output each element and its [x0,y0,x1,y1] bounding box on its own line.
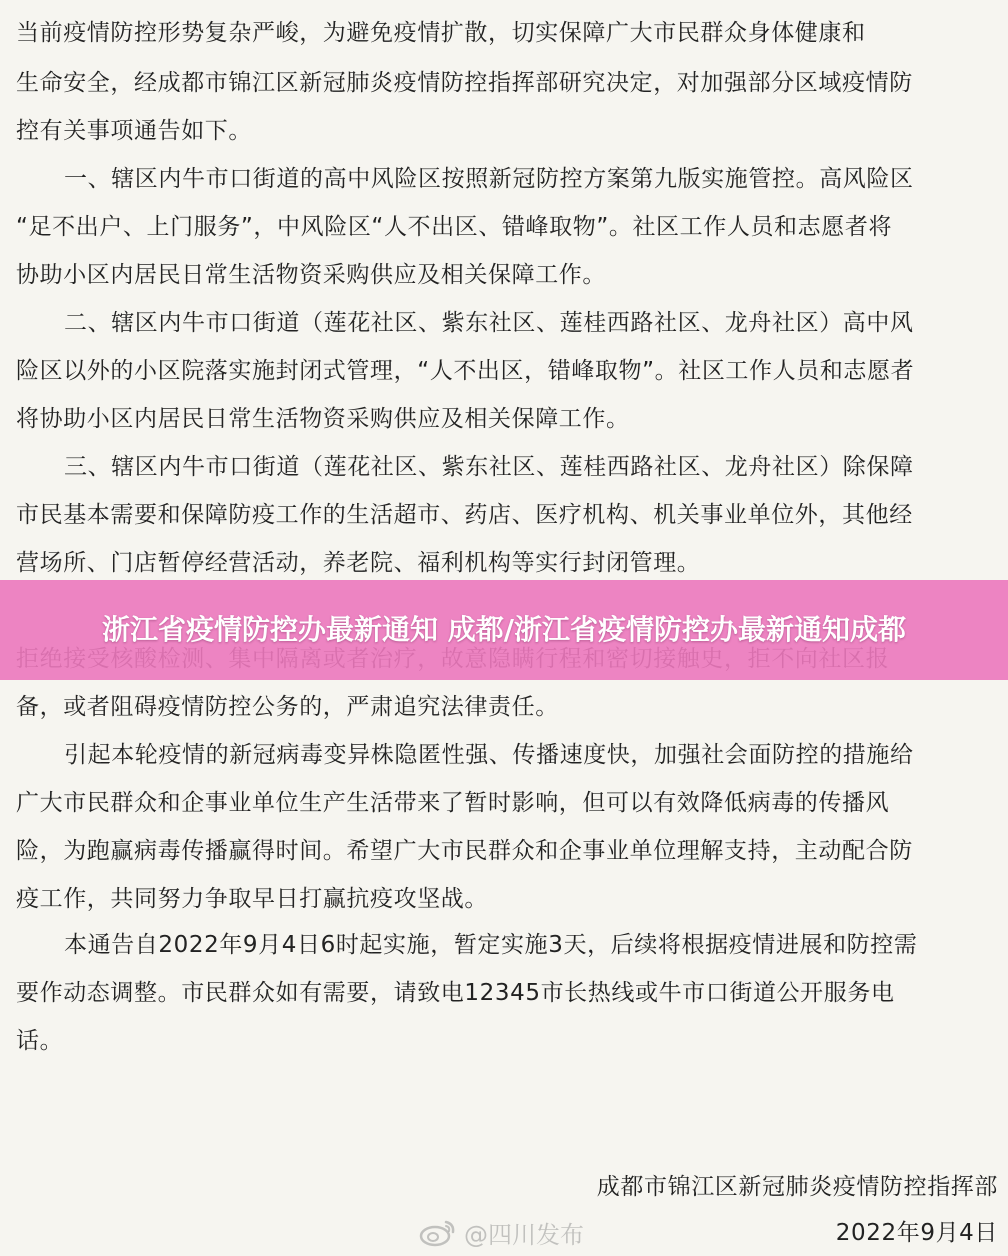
weibo-icon [418,1217,458,1247]
paragraph-line: 营场所、门店暂停经营活动，养老院、福利机构等实行封闭管理。 [16,550,701,576]
paragraph-line: “足不出户、上门服务”，中风险区“人不出区、错峰取物”。社区工作人员和志愿者将 [16,214,893,240]
paragraph-line: 要作动态调整。市民群众如有需要，请致电12345市长热线或牛市口街道公开服务电 [16,980,895,1006]
paragraph-line: 疫工作，共同努力争取早日打赢抗疫攻坚战。 [16,886,488,912]
paragraph-line: 险区以外的小区院落实施封闭式管理，“人不出区，错峰取物”。社区工作人员和志愿者 [16,358,915,384]
title-banner [0,580,1008,680]
paragraph-line: 当前疫情防控形势复杂严峻，为避免疫情扩散，切实保障广大市民群众身体健康和 [16,20,866,46]
paragraph-line: 一、辖区内牛市口街道的高中风险区按照新冠防控方案第九版实施管控。高风险区 [64,166,914,192]
source-watermark [418,1216,584,1248]
paragraph-line: 备，或者阻碍疫情防控公务的，严肃追究法律责任。 [16,694,559,720]
paragraph-line: 二、辖区内牛市口街道（莲花社区、紫东社区、莲桂西路社区、龙舟社区）高中风 [64,310,914,336]
paragraph-line: 市民基本需要和保障防疫工作的生活超市、药店、医疗机构、机关事业单位外，其他经 [16,502,913,528]
paragraph-line: 话。 [16,1028,64,1054]
watermark-text: @四川发布 [464,1220,584,1249]
paragraph-line: 引起本轮疫情的新冠病毒变异株隐匿性强、传播速度快，加强社会面防控的措施给 [64,742,914,768]
paragraph-line: 本通告自2022年9月4日6时起实施，暂定实施3天，后续将根据疫情进展和防控需 [64,932,918,958]
signature-org: 成都市锦江区新冠肺炎疫情防控指挥部 [596,1174,998,1200]
paragraph-line: 控有关事项通告如下。 [16,118,252,144]
paragraph-line: 险，为跑赢病毒传播赢得时间。希望广大市民群众和企事业单位理解支持，主动配合防 [16,838,913,864]
paragraph-line: 协助小区内居民日常生活物资采购供应及相关保障工作。 [16,262,606,288]
signature-date: 2022年9月4日 [835,1220,998,1246]
paragraph-line: 将协助小区内居民日常生活物资采购供应及相关保障工作。 [16,406,630,432]
banner-title: 浙江省疫情防控办最新通知 成都/浙江省疫情防控办最新通知成都 [102,613,906,646]
paragraph-line: 生命安全，经成都市锦江区新冠肺炎疫情防控指挥部研究决定，对加强部分区域疫情防 [16,70,913,96]
paragraph-line: 三、辖区内牛市口街道（莲花社区、紫东社区、莲桂西路社区、龙舟社区）除保障 [64,454,914,480]
paragraph-line: 广大市民群众和企事业单位生产生活带来了暂时影响，但可以有效降低病毒的传播风 [16,790,890,816]
